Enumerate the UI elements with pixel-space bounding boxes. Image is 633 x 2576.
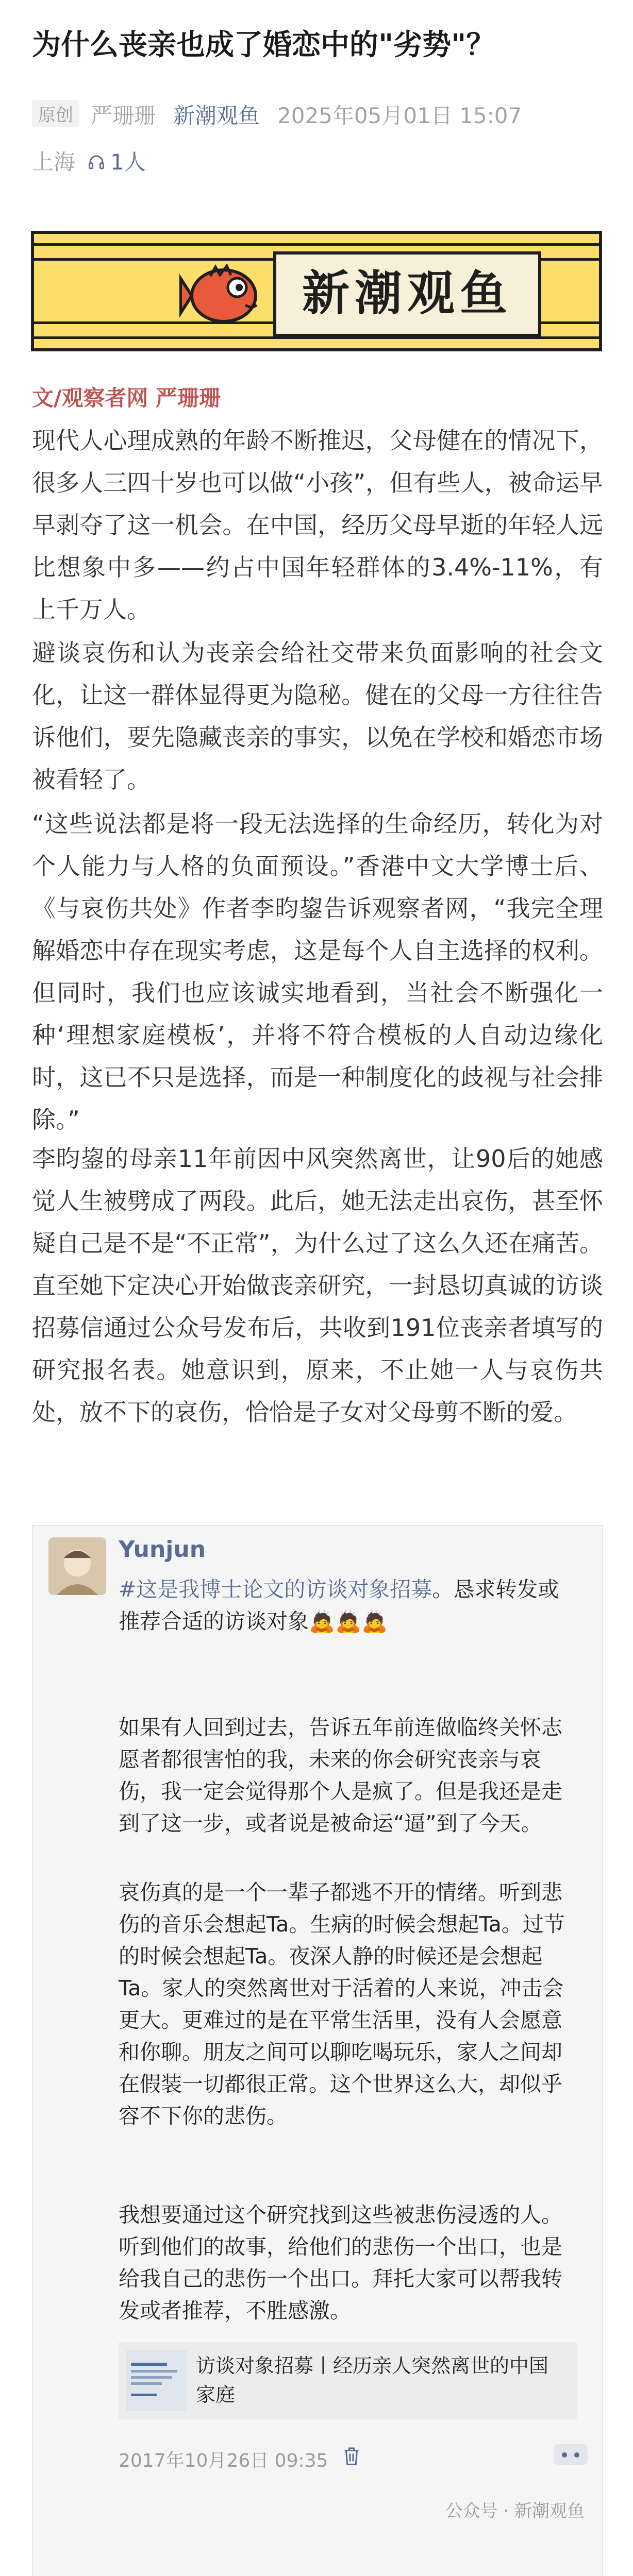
paragraph: “这些说法都是将一段无法选择的生命经历，转化为对个人能力与人格的负面预设。”香港中文大学博士后、《与哀伤共处》作者李昀鋆告诉观察者网，“我完全理解婚恋中存在现实考虑，这是每个人自主选择的权利。但同时，我们也应该诚实地看到，当社会不断强化一种‘理想家庭模板’，并将不符合模板的人自动边缘化时，这已不只是选择，而是一种制度化的歧视与社会排除。” xyxy=(32,810,603,1133)
banner-brand-text: 新潮观鱼 xyxy=(273,251,541,337)
shared-article-title: 访谈对象招募丨经历亲人突然离世的中国家庭 xyxy=(196,2354,549,2406)
location: 上海 xyxy=(32,149,76,175)
paragraph: 避谈哀伤和认为丧亲会给社交带来负面影响的社会文化，让这一群体显得更为隐秘。健在的父母一方往往告诉他们，要先隐藏丧亲的事实，以免在学校和婚恋市场被看轻了。 xyxy=(32,639,603,793)
post-watermark: 公众号 · 新潮观鱼 xyxy=(445,2501,585,2521)
byline: 文/观察者网 严珊珊 xyxy=(32,385,221,411)
post-more-button[interactable] xyxy=(554,2444,588,2465)
post-paragraph: 哀伤真的是一个一辈子都逃不开的情绪。听到悲伤的音乐会想起Ta。生病的时候会想起Ta。过节的时候会想起Ta。夜深人静的时候还是会想起Ta。家人的突然离世对于活着的人来说，冲击会更大。更难过的是在平常生活里，没有人会愿意和你聊。朋友之间可以聊吃喝玩乐，家人之间却在假装一切都很正常。这个世界这么大，却似乎容不下你的悲伤。 xyxy=(119,1880,565,2128)
article-meta-location xyxy=(32,145,146,176)
fish-logo-icon xyxy=(179,256,264,332)
article-title: 为什么丧亲也成了婚恋中的"劣势"？ xyxy=(32,28,495,62)
paragraph: 现代人心理成熟的年龄不断推迟，父母健在的情况下，很多人三四十岁也可以做“小孩”，但有些人，被命运早早剥夺了这一机会。在中国，经历父母早逝的年轻人远比想象中多——约占中国年轻群体的3.4%-11%，有上千万人。 xyxy=(32,427,603,623)
dot-icon xyxy=(562,2452,567,2458)
embedded-moments-post xyxy=(32,1525,603,2576)
post-paragraph: 如果有人回到过去，告诉五年前连做临终关怀志愿者都很害怕的我，未来的你会研究丧亲与哀伤，我一定会觉得那个人是疯了。但是我还是走到了这一步，或者说是被命运“逼”到了今天。 xyxy=(119,1715,562,1836)
post-paragraph: 我想要通过这个研究找到这些被悲伤浸透的人。听到他们的故事，给他们的悲伤一个出口，也是给我自己的悲伤一个出口。拜托大家可以帮我转发或者推荐，不胜感激。 xyxy=(119,2202,562,2323)
post-timestamp: 2017年10月26日 09:35 xyxy=(119,2450,328,2471)
avatar-image-icon xyxy=(48,1537,106,1595)
headphones-icon xyxy=(87,153,106,172)
author-name: 严珊珊 xyxy=(91,103,156,128)
post-lead-text: 。恳求转发或推荐合适的访谈对象🙇🙇🙇 xyxy=(119,1577,559,1634)
article-thumbnail-icon xyxy=(126,2350,187,2411)
shared-article-thumbnail xyxy=(126,2350,187,2411)
publish-datetime: 2025年05月01日 15:07 xyxy=(277,103,522,128)
account-link[interactable]: 新潮观鱼 xyxy=(173,103,260,128)
trash-icon[interactable] xyxy=(342,2445,361,2467)
listen-button[interactable] xyxy=(87,149,146,175)
article-meta xyxy=(32,99,539,130)
dot-icon xyxy=(574,2452,579,2458)
post-hashtag[interactable]: #这是我博士论文的访谈对象招募 xyxy=(119,1577,432,1602)
listen-count: 1人 xyxy=(110,149,146,175)
avatar xyxy=(48,1537,106,1595)
post-lead xyxy=(119,1573,577,1637)
shared-article-link[interactable] xyxy=(119,2342,577,2419)
brand-banner xyxy=(31,231,602,351)
paragraph: 李昀鋆的母亲11年前因中风突然离世，让90后的她感觉人生被劈成了两段。此后，她无法走出哀伤，甚至怀疑自己是不是“不正常”，为什么过了这么久还在痛苦。直至她下定决心开始做丧亲研究，一封恳切真诚的访谈招募信通过公众号发布后，共收到191位丧亲者填写的研究报名表。她意识到，原来，不止她一人与哀伤共处，放不下的哀伤，恰恰是子女对父母剪不断的爱。 xyxy=(32,1145,603,1426)
post-username[interactable]: Yunjun xyxy=(119,1536,206,1563)
original-badge: 原创 xyxy=(32,100,79,127)
